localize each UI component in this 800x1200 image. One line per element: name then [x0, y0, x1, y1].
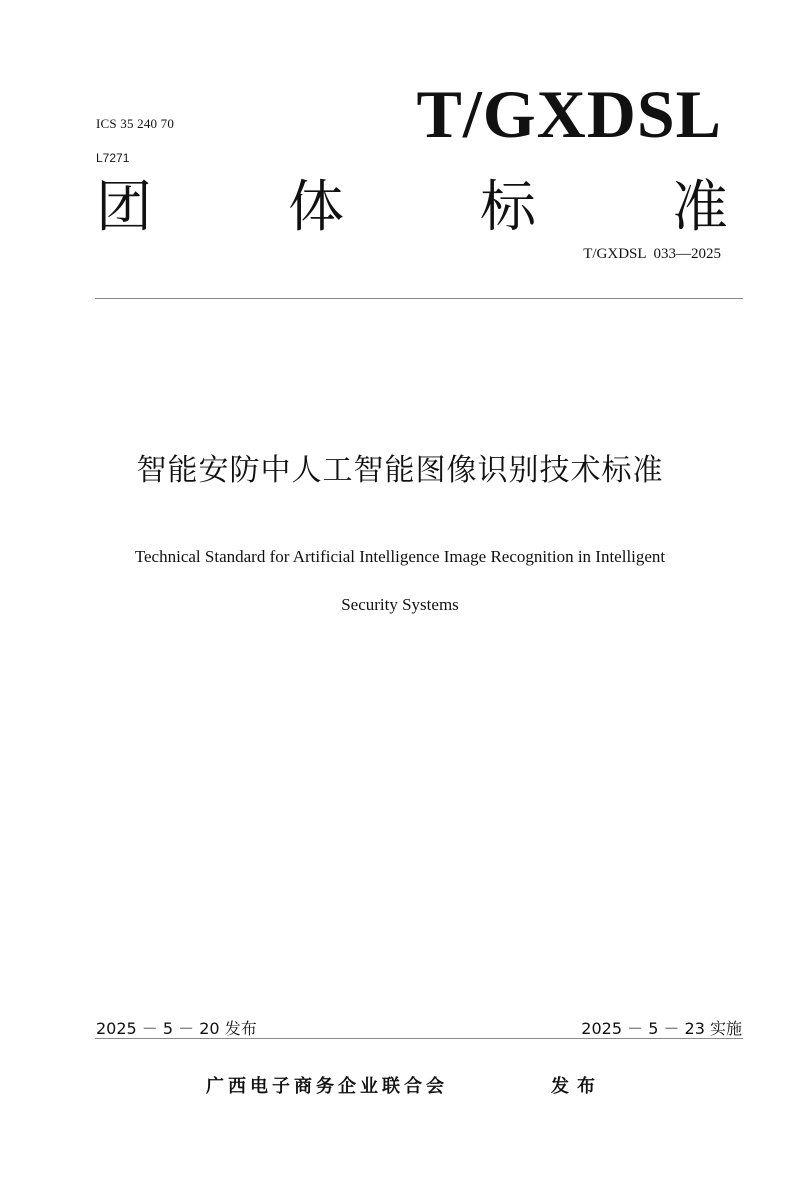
standard-number: T/GXDSL 033—2025 — [583, 246, 721, 262]
standard-mark: T/GXDSL — [416, 76, 722, 152]
title-chinese: 智能安防中人工智能图像识别技术标准 — [136, 453, 664, 488]
publish-label: 发布 — [551, 1076, 603, 1097]
implementation-date: 2025 － 5 － 23 实施 — [581, 1019, 742, 1038]
document-type-char: 准 — [672, 175, 728, 240]
title-english-line2: Security Systems — [341, 595, 459, 614]
header-divider — [95, 298, 743, 299]
footer-divider — [95, 1038, 743, 1039]
document-type-char: 体 — [288, 175, 344, 240]
ccs-code: L7271 — [96, 151, 130, 165]
title-english-line1: Technical Standard for Artificial Intelligence Image Recognition in Intelligent — [134, 547, 666, 566]
release-date: 2025 － 5 － 20 发布 — [96, 1019, 257, 1038]
document-type — [96, 174, 728, 242]
ics-code: ICS 35 240 70 — [96, 116, 175, 131]
document-type-char: 标 — [480, 175, 536, 240]
document-type-char: 团 — [96, 175, 152, 240]
publisher-name: 广西电子商务企业联合会 — [206, 1076, 448, 1097]
